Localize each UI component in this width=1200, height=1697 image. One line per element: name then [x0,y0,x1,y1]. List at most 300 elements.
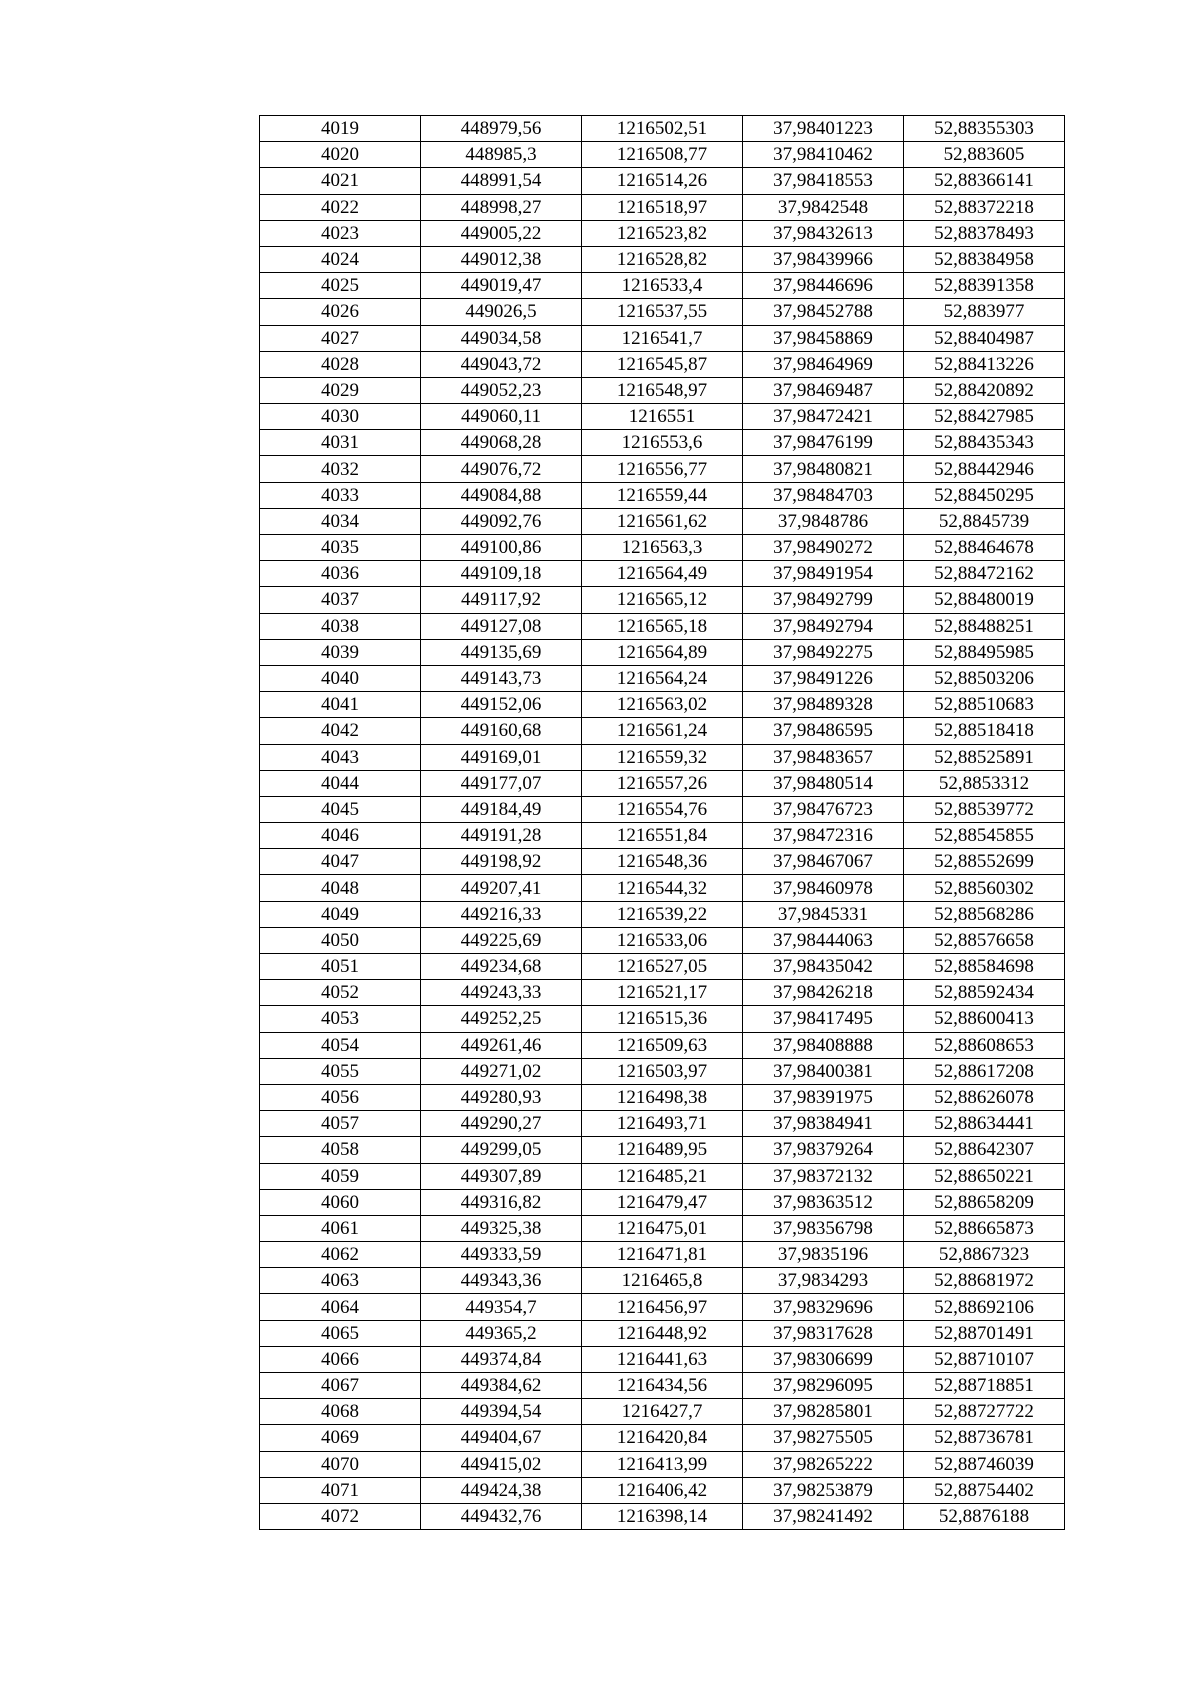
point-number-cell: 4026 [260,299,421,325]
table-row [260,1215,1065,1241]
table-row [260,823,1065,849]
longitude-cell: 37,98483657 [743,744,904,770]
x-coordinate-cell: 449343,36 [421,1268,582,1294]
latitude-cell: 52,88650221 [904,1163,1065,1189]
table-row [260,1058,1065,1084]
table-row [260,561,1065,587]
y-coordinate-cell: 1216465,8 [582,1268,743,1294]
x-coordinate-cell: 449169,01 [421,744,582,770]
point-number-cell: 4071 [260,1477,421,1503]
longitude-cell: 37,98472421 [743,404,904,430]
latitude-cell: 52,88754402 [904,1477,1065,1503]
longitude-cell: 37,98439966 [743,246,904,272]
y-coordinate-cell: 1216413,99 [582,1451,743,1477]
x-coordinate-cell: 449280,93 [421,1084,582,1110]
latitude-cell: 52,88617208 [904,1058,1065,1084]
longitude-cell: 37,9834293 [743,1268,904,1294]
x-coordinate-cell: 449207,41 [421,875,582,901]
table-row [260,168,1065,194]
latitude-cell: 52,88626078 [904,1084,1065,1110]
y-coordinate-cell: 1216518,97 [582,194,743,220]
latitude-cell: 52,88366141 [904,168,1065,194]
longitude-cell: 37,98492799 [743,587,904,613]
latitude-cell: 52,88525891 [904,744,1065,770]
latitude-cell: 52,88701491 [904,1320,1065,1346]
point-number-cell: 4019 [260,116,421,142]
x-coordinate-cell: 449316,82 [421,1189,582,1215]
point-number-cell: 4052 [260,980,421,1006]
table-row [260,116,1065,142]
latitude-cell: 52,88539772 [904,796,1065,822]
longitude-cell: 37,9848786 [743,508,904,534]
y-coordinate-cell: 1216541,7 [582,325,743,351]
longitude-cell: 37,98418553 [743,168,904,194]
latitude-cell: 52,88600413 [904,1006,1065,1032]
longitude-cell: 37,9835196 [743,1242,904,1268]
table-row [260,325,1065,351]
x-coordinate-cell: 449225,69 [421,927,582,953]
latitude-cell: 52,88584698 [904,954,1065,980]
y-coordinate-cell: 1216406,42 [582,1477,743,1503]
y-coordinate-cell: 1216565,12 [582,587,743,613]
y-coordinate-cell: 1216556,77 [582,456,743,482]
y-coordinate-cell: 1216471,81 [582,1242,743,1268]
y-coordinate-cell: 1216554,76 [582,796,743,822]
point-number-cell: 4060 [260,1189,421,1215]
table-row [260,142,1065,168]
table-row [260,613,1065,639]
x-coordinate-cell: 448991,54 [421,168,582,194]
longitude-cell: 37,98384941 [743,1111,904,1137]
table-row [260,1268,1065,1294]
point-number-cell: 4021 [260,168,421,194]
point-number-cell: 4031 [260,430,421,456]
latitude-cell: 52,88384958 [904,246,1065,272]
point-number-cell: 4029 [260,377,421,403]
x-coordinate-cell: 449394,54 [421,1399,582,1425]
table-row [260,1294,1065,1320]
y-coordinate-cell: 1216514,26 [582,168,743,194]
point-number-cell: 4062 [260,1242,421,1268]
longitude-cell: 37,98489328 [743,692,904,718]
latitude-cell: 52,88435343 [904,430,1065,456]
x-coordinate-cell: 449432,76 [421,1503,582,1529]
y-coordinate-cell: 1216527,05 [582,954,743,980]
y-coordinate-cell: 1216489,95 [582,1137,743,1163]
longitude-cell: 37,98296095 [743,1373,904,1399]
latitude-cell: 52,88372218 [904,194,1065,220]
table-row [260,849,1065,875]
longitude-cell: 37,98379264 [743,1137,904,1163]
table-row [260,796,1065,822]
table-row [260,1242,1065,1268]
y-coordinate-cell: 1216509,63 [582,1032,743,1058]
point-number-cell: 4054 [260,1032,421,1058]
y-coordinate-cell: 1216523,82 [582,220,743,246]
x-coordinate-cell: 449325,38 [421,1215,582,1241]
x-coordinate-cell: 449290,27 [421,1111,582,1137]
longitude-cell: 37,98401223 [743,116,904,142]
x-coordinate-cell: 449424,38 [421,1477,582,1503]
point-number-cell: 4020 [260,142,421,168]
point-number-cell: 4028 [260,351,421,377]
table-row [260,508,1065,534]
point-number-cell: 4025 [260,273,421,299]
x-coordinate-cell: 449160,68 [421,718,582,744]
table-row [260,639,1065,665]
x-coordinate-cell: 449307,89 [421,1163,582,1189]
y-coordinate-cell: 1216557,26 [582,770,743,796]
point-number-cell: 4066 [260,1346,421,1372]
longitude-cell: 37,98363512 [743,1189,904,1215]
y-coordinate-cell: 1216548,36 [582,849,743,875]
table-row [260,980,1065,1006]
latitude-cell: 52,88464678 [904,535,1065,561]
point-number-cell: 4051 [260,954,421,980]
y-coordinate-cell: 1216427,7 [582,1399,743,1425]
latitude-cell: 52,88727722 [904,1399,1065,1425]
y-coordinate-cell: 1216553,6 [582,430,743,456]
y-coordinate-cell: 1216533,4 [582,273,743,299]
y-coordinate-cell: 1216533,06 [582,927,743,953]
y-coordinate-cell: 1216559,32 [582,744,743,770]
longitude-cell: 37,98391975 [743,1084,904,1110]
table-row [260,1189,1065,1215]
coordinates-table-body [260,116,1065,1530]
point-number-cell: 4022 [260,194,421,220]
longitude-cell: 37,98460978 [743,875,904,901]
longitude-cell: 37,98490272 [743,535,904,561]
latitude-cell: 52,883605 [904,142,1065,168]
longitude-cell: 37,98356798 [743,1215,904,1241]
y-coordinate-cell: 1216485,21 [582,1163,743,1189]
latitude-cell: 52,88746039 [904,1451,1065,1477]
longitude-cell: 37,98480514 [743,770,904,796]
point-number-cell: 4056 [260,1084,421,1110]
y-coordinate-cell: 1216565,18 [582,613,743,639]
longitude-cell: 37,98329696 [743,1294,904,1320]
longitude-cell: 37,98464969 [743,351,904,377]
x-coordinate-cell: 449019,47 [421,273,582,299]
x-coordinate-cell: 449034,58 [421,325,582,351]
table-row [260,1451,1065,1477]
coordinates-table [259,115,1065,1530]
y-coordinate-cell: 1216502,51 [582,116,743,142]
point-number-cell: 4040 [260,665,421,691]
latitude-cell: 52,8853312 [904,770,1065,796]
table-row [260,718,1065,744]
point-number-cell: 4067 [260,1373,421,1399]
x-coordinate-cell: 449135,69 [421,639,582,665]
y-coordinate-cell: 1216551,84 [582,823,743,849]
point-number-cell: 4024 [260,246,421,272]
y-coordinate-cell: 1216448,92 [582,1320,743,1346]
longitude-cell: 37,98435042 [743,954,904,980]
longitude-cell: 37,98372132 [743,1163,904,1189]
latitude-cell: 52,88420892 [904,377,1065,403]
x-coordinate-cell: 449060,11 [421,404,582,430]
point-number-cell: 4039 [260,639,421,665]
table-row [260,351,1065,377]
table-row [260,194,1065,220]
x-coordinate-cell: 449012,38 [421,246,582,272]
table-row [260,535,1065,561]
longitude-cell: 37,98446696 [743,273,904,299]
table-row [260,954,1065,980]
x-coordinate-cell: 448979,56 [421,116,582,142]
latitude-cell: 52,88391358 [904,273,1065,299]
x-coordinate-cell: 449052,23 [421,377,582,403]
x-coordinate-cell: 449076,72 [421,456,582,482]
x-coordinate-cell: 449243,33 [421,980,582,1006]
y-coordinate-cell: 1216521,17 [582,980,743,1006]
longitude-cell: 37,98275505 [743,1425,904,1451]
latitude-cell: 52,8876188 [904,1503,1065,1529]
longitude-cell: 37,98253879 [743,1477,904,1503]
y-coordinate-cell: 1216537,55 [582,299,743,325]
x-coordinate-cell: 449216,33 [421,901,582,927]
point-number-cell: 4043 [260,744,421,770]
y-coordinate-cell: 1216398,14 [582,1503,743,1529]
latitude-cell: 52,88472162 [904,561,1065,587]
y-coordinate-cell: 1216563,02 [582,692,743,718]
longitude-cell: 37,98426218 [743,980,904,1006]
longitude-cell: 37,98491954 [743,561,904,587]
point-number-cell: 4065 [260,1320,421,1346]
longitude-cell: 37,98410462 [743,142,904,168]
table-row [260,1503,1065,1529]
point-number-cell: 4064 [260,1294,421,1320]
point-number-cell: 4068 [260,1399,421,1425]
latitude-cell: 52,88552699 [904,849,1065,875]
x-coordinate-cell: 449198,92 [421,849,582,875]
table-row [260,770,1065,796]
table-row [260,927,1065,953]
table-row [260,692,1065,718]
latitude-cell: 52,88658209 [904,1189,1065,1215]
point-number-cell: 4057 [260,1111,421,1137]
x-coordinate-cell: 448998,27 [421,194,582,220]
y-coordinate-cell: 1216544,32 [582,875,743,901]
point-number-cell: 4046 [260,823,421,849]
longitude-cell: 37,98492794 [743,613,904,639]
point-number-cell: 4036 [260,561,421,587]
latitude-cell: 52,88450295 [904,482,1065,508]
table-row [260,1111,1065,1137]
latitude-cell: 52,88718851 [904,1373,1065,1399]
longitude-cell: 37,9845331 [743,901,904,927]
table-row [260,220,1065,246]
x-coordinate-cell: 449404,67 [421,1425,582,1451]
latitude-cell: 52,88355303 [904,116,1065,142]
longitude-cell: 37,98492275 [743,639,904,665]
x-coordinate-cell: 449177,07 [421,770,582,796]
latitude-cell: 52,88576658 [904,927,1065,953]
x-coordinate-cell: 449184,49 [421,796,582,822]
y-coordinate-cell: 1216548,97 [582,377,743,403]
latitude-cell: 52,88665873 [904,1215,1065,1241]
table-row [260,1320,1065,1346]
y-coordinate-cell: 1216564,24 [582,665,743,691]
table-row [260,299,1065,325]
x-coordinate-cell: 449333,59 [421,1242,582,1268]
latitude-cell: 52,883977 [904,299,1065,325]
longitude-cell: 37,98400381 [743,1058,904,1084]
point-number-cell: 4034 [260,508,421,534]
table-row [260,482,1065,508]
longitude-cell: 37,98317628 [743,1320,904,1346]
latitude-cell: 52,88681972 [904,1268,1065,1294]
latitude-cell: 52,8867323 [904,1242,1065,1268]
point-number-cell: 4042 [260,718,421,744]
point-number-cell: 4030 [260,404,421,430]
latitude-cell: 52,88488251 [904,613,1065,639]
longitude-cell: 37,98432613 [743,220,904,246]
point-number-cell: 4044 [260,770,421,796]
latitude-cell: 52,88413226 [904,351,1065,377]
latitude-cell: 52,88503206 [904,665,1065,691]
latitude-cell: 52,88518418 [904,718,1065,744]
table-row [260,456,1065,482]
longitude-cell: 37,98480821 [743,456,904,482]
y-coordinate-cell: 1216493,71 [582,1111,743,1137]
table-row [260,1163,1065,1189]
longitude-cell: 37,98486595 [743,718,904,744]
y-coordinate-cell: 1216561,62 [582,508,743,534]
latitude-cell: 52,88634441 [904,1111,1065,1137]
point-number-cell: 4053 [260,1006,421,1032]
point-number-cell: 4069 [260,1425,421,1451]
table-row [260,1373,1065,1399]
latitude-cell: 52,88427985 [904,404,1065,430]
x-coordinate-cell: 449354,7 [421,1294,582,1320]
y-coordinate-cell: 1216420,84 [582,1425,743,1451]
table-row [260,1137,1065,1163]
longitude-cell: 37,98476723 [743,796,904,822]
table-row [260,1477,1065,1503]
table-row [260,1032,1065,1058]
y-coordinate-cell: 1216434,56 [582,1373,743,1399]
latitude-cell: 52,88592434 [904,980,1065,1006]
x-coordinate-cell: 449005,22 [421,220,582,246]
table-row [260,875,1065,901]
latitude-cell: 52,8845739 [904,508,1065,534]
x-coordinate-cell: 449143,73 [421,665,582,691]
latitude-cell: 52,88404987 [904,325,1065,351]
x-coordinate-cell: 449252,25 [421,1006,582,1032]
latitude-cell: 52,88736781 [904,1425,1065,1451]
point-number-cell: 4049 [260,901,421,927]
latitude-cell: 52,88545855 [904,823,1065,849]
y-coordinate-cell: 1216561,24 [582,718,743,744]
longitude-cell: 37,98444063 [743,927,904,953]
longitude-cell: 37,98285801 [743,1399,904,1425]
point-number-cell: 4070 [260,1451,421,1477]
x-coordinate-cell: 449271,02 [421,1058,582,1084]
longitude-cell: 37,98476199 [743,430,904,456]
longitude-cell: 37,98469487 [743,377,904,403]
y-coordinate-cell: 1216515,36 [582,1006,743,1032]
x-coordinate-cell: 449261,46 [421,1032,582,1058]
longitude-cell: 37,98458869 [743,325,904,351]
y-coordinate-cell: 1216456,97 [582,1294,743,1320]
longitude-cell: 37,98306699 [743,1346,904,1372]
point-number-cell: 4047 [260,849,421,875]
x-coordinate-cell: 449092,76 [421,508,582,534]
table-row [260,901,1065,927]
latitude-cell: 52,88710107 [904,1346,1065,1372]
latitude-cell: 52,88442946 [904,456,1065,482]
table-row [260,430,1065,456]
longitude-cell: 37,98417495 [743,1006,904,1032]
table-row [260,404,1065,430]
x-coordinate-cell: 449043,72 [421,351,582,377]
point-number-cell: 4072 [260,1503,421,1529]
table-row [260,377,1065,403]
longitude-cell: 37,98452788 [743,299,904,325]
latitude-cell: 52,88560302 [904,875,1065,901]
point-number-cell: 4037 [260,587,421,613]
y-coordinate-cell: 1216508,77 [582,142,743,168]
longitude-cell: 37,98472316 [743,823,904,849]
x-coordinate-cell: 449026,5 [421,299,582,325]
point-number-cell: 4027 [260,325,421,351]
point-number-cell: 4038 [260,613,421,639]
table-row [260,744,1065,770]
table-row [260,1399,1065,1425]
longitude-cell: 37,98491226 [743,665,904,691]
point-number-cell: 4023 [260,220,421,246]
latitude-cell: 52,88692106 [904,1294,1065,1320]
y-coordinate-cell: 1216441,63 [582,1346,743,1372]
x-coordinate-cell: 449234,68 [421,954,582,980]
longitude-cell: 37,9842548 [743,194,904,220]
longitude-cell: 37,98467067 [743,849,904,875]
x-coordinate-cell: 449084,88 [421,482,582,508]
latitude-cell: 52,88642307 [904,1137,1065,1163]
point-number-cell: 4041 [260,692,421,718]
y-coordinate-cell: 1216503,97 [582,1058,743,1084]
latitude-cell: 52,88510683 [904,692,1065,718]
latitude-cell: 52,88495985 [904,639,1065,665]
point-number-cell: 4032 [260,456,421,482]
point-number-cell: 4059 [260,1163,421,1189]
x-coordinate-cell: 449191,28 [421,823,582,849]
longitude-cell: 37,98265222 [743,1451,904,1477]
y-coordinate-cell: 1216559,44 [582,482,743,508]
y-coordinate-cell: 1216564,49 [582,561,743,587]
x-coordinate-cell: 449127,08 [421,613,582,639]
x-coordinate-cell: 449109,18 [421,561,582,587]
point-number-cell: 4035 [260,535,421,561]
x-coordinate-cell: 449365,2 [421,1320,582,1346]
x-coordinate-cell: 449415,02 [421,1451,582,1477]
x-coordinate-cell: 449068,28 [421,430,582,456]
y-coordinate-cell: 1216479,47 [582,1189,743,1215]
point-number-cell: 4055 [260,1058,421,1084]
point-number-cell: 4048 [260,875,421,901]
table-row [260,587,1065,613]
longitude-cell: 37,98241492 [743,1503,904,1529]
x-coordinate-cell: 449152,06 [421,692,582,718]
latitude-cell: 52,88378493 [904,220,1065,246]
latitude-cell: 52,88480019 [904,587,1065,613]
longitude-cell: 37,98484703 [743,482,904,508]
table-row [260,1084,1065,1110]
y-coordinate-cell: 1216498,38 [582,1084,743,1110]
table-row [260,1006,1065,1032]
point-number-cell: 4033 [260,482,421,508]
